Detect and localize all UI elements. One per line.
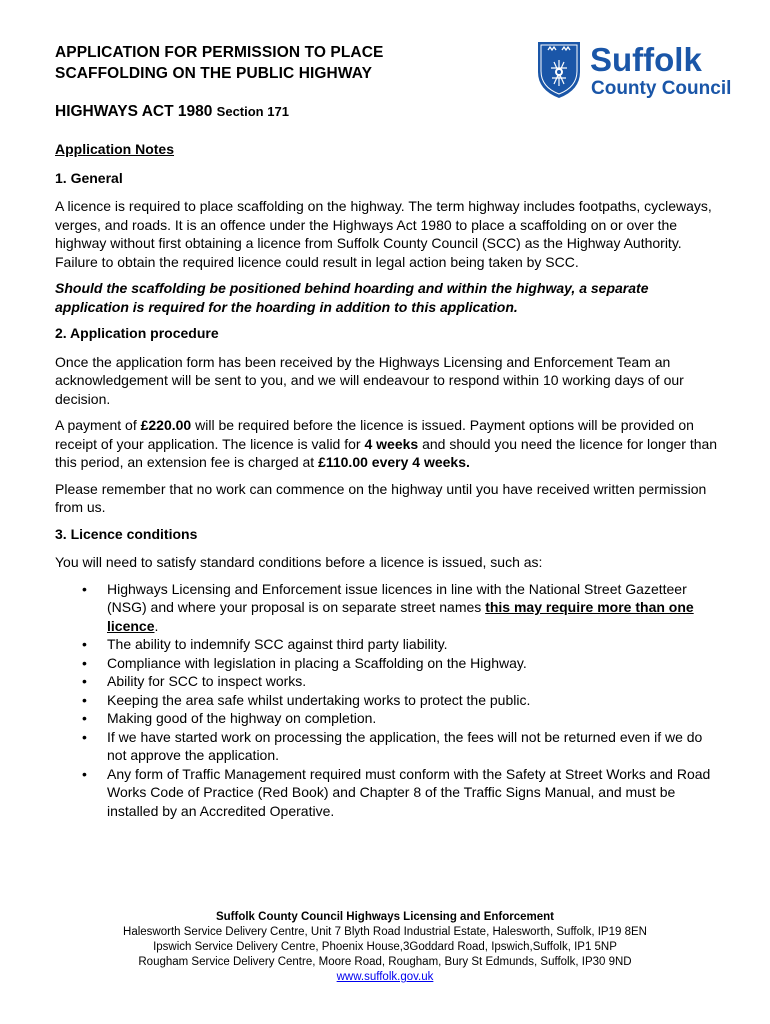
payment-text-a: A payment of bbox=[55, 417, 141, 433]
footer-address-halesworth: Halesworth Service Delivery Centre, Unit 7 Blyth Road Industrial Estate, Halesworth, Suffolk, IP19 8EN bbox=[123, 926, 647, 938]
procedure-paragraph: Once the application form has been received by the Highways Licensing and Enforcement Team an acknowledgement will be sent to you, and we will endeavour to respond within 10 working days of our decision. bbox=[55, 353, 684, 407]
document-title bbox=[55, 42, 383, 84]
general-heading: 1. General bbox=[55, 169, 123, 186]
logo-name: Suffolk bbox=[590, 41, 702, 78]
list-item: • Ability for SCC to inspect works. bbox=[107, 672, 725, 691]
general-paragraph: A licence is required to place scaffolding on the highway. The term highway includes footpaths, cycleways, verges, and roads. It is an offence under the Highways Act 1980 to place a scaffolding on or over the highway without first obtaining a licence from Suffolk County Council (SCC) as the Highway Authority. Failure to obtain the required licence could result in legal action being taken by SCC. bbox=[55, 198, 712, 270]
condition-1-emphasis: this may require more than one licence bbox=[107, 599, 694, 634]
logo-subname: County Council bbox=[591, 78, 732, 99]
footer-org: Suffolk County Council Highways Licensing and Enforcement bbox=[215, 911, 554, 923]
conditions-list bbox=[55, 580, 725, 821]
payment-text-b: will be required before the licence is issued. Payment options will be provided on receipt of your application. The licence is valid for bbox=[55, 417, 694, 452]
conditions-intro: You will need to satisfy standard conditions before a licence is issued, such as: bbox=[55, 554, 543, 570]
title-line-1: APPLICATION FOR PERMISSION TO PLACE bbox=[55, 44, 384, 61]
permission-paragraph: Please remember that no work can commence on the highway until you have received written permission from us. bbox=[55, 480, 707, 515]
list-item bbox=[107, 580, 725, 636]
extension-fee: £110.00 every 4 weeks. bbox=[318, 454, 470, 470]
list-item: • Making good of the highway on completion. bbox=[107, 709, 725, 728]
list-item: • Any form of Traffic Management required must conform with the Safety at Street Works and Road Works Code of Practice (Red Book) and Chapter 8 of the Traffic Signs Manual, and must be installed by an Accredited Operative. bbox=[107, 765, 725, 821]
act-section: Section 171 bbox=[216, 104, 289, 119]
hoarding-note: Should the scaffolding be positioned behind hoarding and within the highway, a separate application is required for the hoarding in addition to this application. bbox=[55, 280, 649, 315]
list-item: • Compliance with legislation in placing a Scaffolding on the Highway. bbox=[107, 654, 725, 673]
payment-text-c: and should you need the licence for longer than this period, an extension fee is charged at bbox=[55, 435, 718, 470]
title-line-2: SCAFFOLDING ON THE PUBLIC HIGHWAY bbox=[55, 65, 373, 82]
condition-1-text: Highways Licensing and Enforcement issue licences in line with the National Street Gazetteer (NSG) and where your proposal is on separate street names bbox=[107, 580, 687, 615]
act-heading bbox=[55, 103, 289, 121]
conditions-heading: 3. Licence conditions bbox=[55, 525, 198, 542]
website-link[interactable]: www.suffolk.gov.uk bbox=[336, 971, 434, 983]
list-item: • If we have started work on processing the application, the fees will not be returned even if we do not approve the application. bbox=[107, 728, 725, 765]
notes-heading: Application Notes bbox=[55, 141, 175, 157]
validity-period: 4 weeks bbox=[364, 435, 419, 452]
list-item: • The ability to indemnify SCC against third party liability. bbox=[107, 635, 725, 654]
suffolk-county-council-logo bbox=[536, 38, 742, 100]
footer bbox=[0, 910, 770, 985]
footer-address-ipswich: Ipswich Service Delivery Centre, Phoenix House,3Goddard Road, Ipswich,Suffolk, IP1 5NP bbox=[153, 941, 617, 953]
payment-amount: £220.00 bbox=[140, 417, 192, 433]
footer-address-rougham: Rougham Service Delivery Centre, Moore Road, Rougham, Bury St Edmunds, Suffolk, IP30 9ND bbox=[138, 956, 632, 968]
list-item: • Keeping the area safe whilst undertaking works to protect the public. bbox=[107, 691, 725, 710]
payment-paragraph bbox=[55, 416, 725, 472]
procedure-heading: 2. Application procedure bbox=[55, 325, 219, 341]
crest-shield-icon bbox=[538, 42, 580, 98]
document-body bbox=[55, 140, 725, 820]
act-name: HIGHWAYS ACT 1980 bbox=[55, 103, 213, 120]
condition-1-end: . bbox=[154, 617, 159, 634]
